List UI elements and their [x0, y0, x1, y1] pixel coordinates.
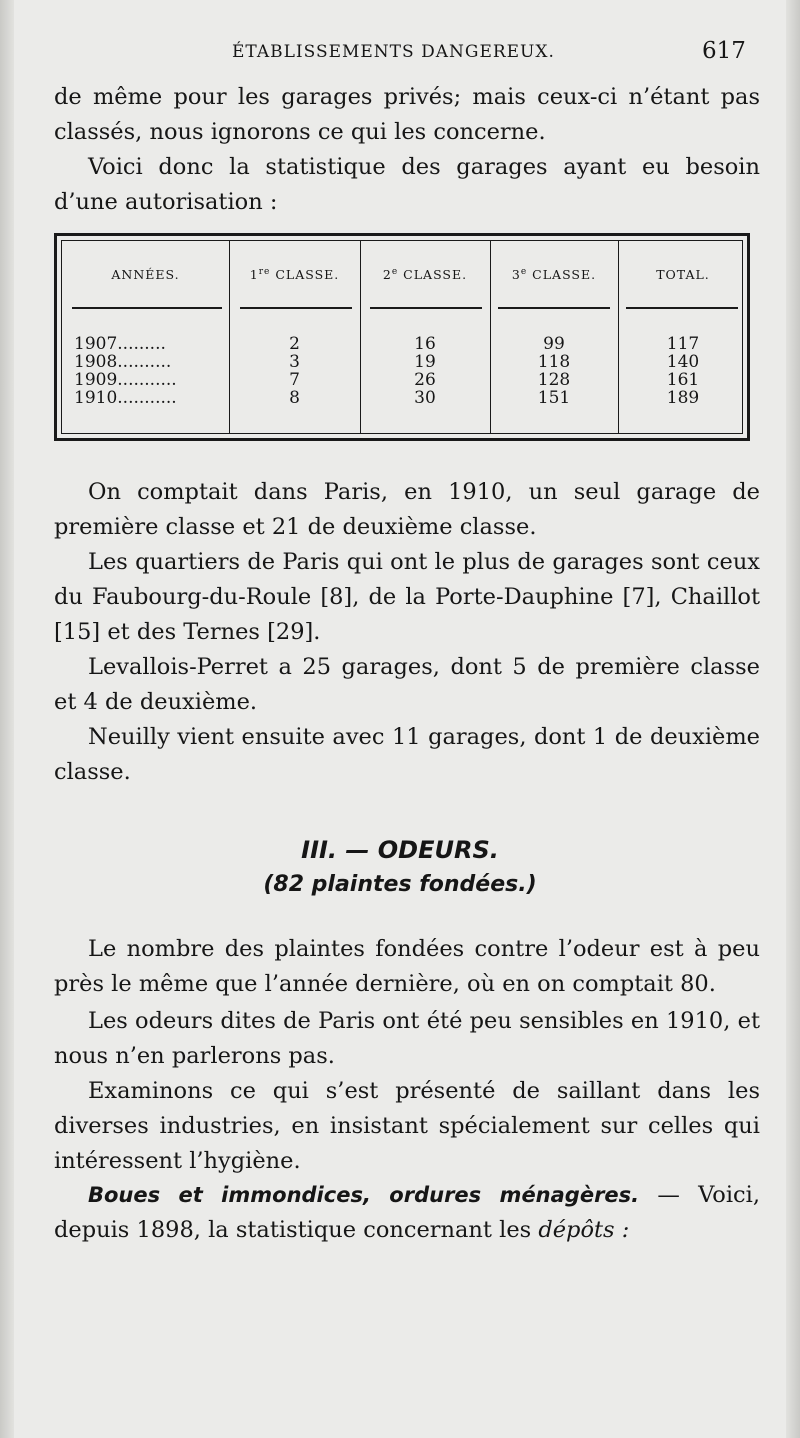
total-column — [618, 335, 748, 407]
header-rule — [498, 307, 610, 309]
value-cell: 128 — [537, 370, 571, 390]
header-total: TOTAL. — [656, 267, 710, 282]
paragraph-boues: Boues et immondices, ordures ménagères. — Voici, depuis 1898, la statistique concernant les dépôts : — [54, 1182, 760, 1243]
paragraph-levallois: Levallois-Perret a 25 garages, dont 5 de première classe et 4 de deuxième. — [54, 654, 760, 715]
header-rule — [72, 307, 222, 309]
paragraph-quartiers: Les quartiers de Paris qui ont le plus de garages sont ceux du Faubourg-du-Roule [8], de la Porte-Dauphine [7], Chaillot [15] et des Ternes [29]. — [54, 549, 760, 645]
header-classe-2: 2e CLASSE. — [382, 267, 468, 283]
years-column — [74, 335, 177, 407]
value-cell: 7 — [289, 370, 300, 390]
header-annees: ANNÉES. — [111, 267, 180, 282]
classe-3-column — [490, 335, 618, 407]
value-cell: 3 — [289, 352, 300, 372]
year-cell: 1909........... — [74, 370, 177, 390]
header-rule — [240, 307, 352, 309]
classe-1-column — [229, 335, 360, 407]
value-cell: 99 — [543, 334, 565, 354]
page-left-edge — [0, 0, 14, 1438]
section-title: III. — ODEURS. — [301, 836, 499, 864]
value-cell: 16 — [414, 334, 436, 354]
garage-statistics-table — [54, 233, 750, 441]
classe-2-column — [360, 335, 490, 407]
header-rule — [370, 307, 482, 309]
paragraph-intro-1: de même pour les garages privés; mais ceux-ci n’étant pas classés, nous ignorons ce qui les concerne. — [54, 84, 760, 145]
header-rule — [626, 307, 738, 309]
year-cell: 1908.......... — [74, 352, 172, 372]
value-cell: 19 — [414, 352, 436, 372]
paragraph-intro-2: Voici donc la statistique des garages ayant eu besoin d’une autorisation : — [54, 154, 760, 215]
page-number: 617 — [702, 38, 746, 64]
value-cell: 2 — [289, 334, 300, 354]
header-classe-1: 1re CLASSE. — [249, 267, 340, 283]
value-cell: 151 — [537, 388, 571, 408]
value-cell: 30 — [414, 388, 436, 408]
paragraph-examinons: Examinons ce qui s’est présenté de saillant dans les diverses industries, en insistant spécialement sur celles qui intéressent l’hygiène. — [54, 1078, 760, 1174]
value-cell: 161 — [666, 370, 700, 390]
paragraph-neuilly: Neuilly vient ensuite avec 11 garages, dont 1 de deuxième classe. — [54, 724, 760, 785]
page-right-edge — [786, 0, 800, 1438]
value-cell: 117 — [666, 334, 700, 354]
header-classe-3: 3e CLASSE. — [511, 267, 597, 283]
paragraph-plaintes: Le nombre des plaintes fondées contre l’odeur est à peu près le même que l’année dernière, où en on comptait 80. — [54, 936, 760, 997]
value-cell: 118 — [537, 352, 571, 372]
table-inner-frame — [61, 240, 743, 434]
paragraph-1910-garage: On comptait dans Paris, en 1910, un seul garage de première classe et 21 de deuxième classe. — [54, 479, 760, 540]
running-head: ÉTABLISSEMENTS DANGEREUX. — [232, 42, 555, 62]
value-cell: 140 — [666, 352, 700, 372]
value-cell: 26 — [414, 370, 436, 390]
value-cell: 189 — [666, 388, 700, 408]
italic-depots: dépôts : — [538, 1217, 630, 1243]
paragraph-odeurs-paris: Les odeurs dites de Paris ont été peu sensibles en 1910, et nous n’en parlerons pas. — [54, 1008, 760, 1069]
section-subtitle: (82 plaintes fondées.) — [263, 872, 537, 897]
year-cell: 1907......... — [74, 334, 166, 354]
year-cell: 1910........... — [74, 388, 177, 408]
value-cell: 8 — [289, 388, 300, 408]
subsection-heading: Boues et immondices, ordures ménagères. — [88, 1183, 640, 1207]
